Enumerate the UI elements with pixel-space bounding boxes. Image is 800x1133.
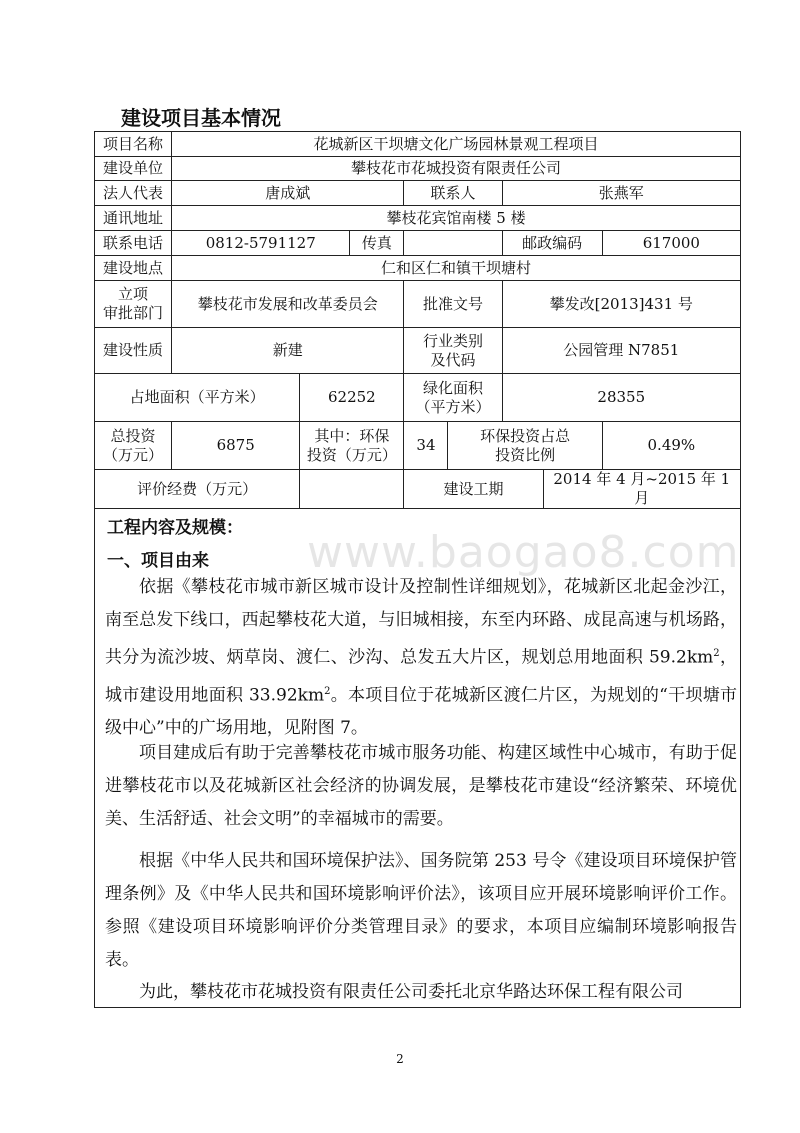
legal-rep-value: 唐成斌 — [172, 181, 404, 206]
fax-value — [404, 231, 502, 256]
area-value: 62252 — [300, 374, 404, 422]
watermark: www.baogao8.com — [307, 527, 740, 578]
section-heading: 一、项目由来 — [107, 551, 209, 571]
paragraph-2: 项目建成后有助于完善攀枝花市城市服务功能、构建区域性中心城市，有助于促进攀枝花市以及花城新区社会经济的协调发展，是攀枝花市建设“经济繁荣、环境优美、生活舒适、社会文明”的幸福城市的需要。 — [105, 743, 737, 829]
site-label: 建设地点 — [95, 256, 172, 281]
phone-label: 联系电话 — [95, 231, 172, 256]
paragraph-1: 依据《攀枝花市城市新区城市设计及控制性详细规划》，花城新区北起金沙江，南至总发下线口，西起攀枝花大道，与旧城相接，东至内环路、成昆高速与机场路，共分为流沙坡、炳草岗、渡仁、沙沟、总发五大片区，规划总用地面积 $59.2km^2$，城市建设用地面积 $33.92km^2$。本项目位于花城新区渡仁片区，为规划的“干坝塘市级中心”中的广场用地，见附图 7。 — [105, 577, 738, 739]
project-name-value: 花城新区干坝塘文化广场园林景观工程项目 — [172, 132, 741, 157]
env-invest-label: 其中：环保 投资（万元） — [300, 422, 404, 470]
period-label: 建设工期 — [404, 470, 543, 509]
period-value: 2014 年 4 月~2015 年 1 月 — [543, 470, 740, 509]
content-heading: 工程内容及规模： — [107, 518, 243, 538]
address-value: 攀枝花宾馆南楼 5 楼 — [172, 206, 741, 231]
builder-value: 攀枝花市花城投资有限责任公司 — [172, 157, 741, 181]
approval-dept-label: 立项 审批部门 — [95, 281, 172, 328]
invest-value: 6875 — [172, 422, 300, 470]
green-area-value: 28355 — [502, 374, 740, 422]
env-invest-value: 34 — [404, 422, 448, 470]
page-number: 2 — [396, 1052, 404, 1066]
env-ratio-label: 环保投资占总 投资比例 — [448, 422, 602, 470]
eval-fee-label: 评价经费（万元） — [95, 470, 300, 509]
area-label: 占地面积（平方米） — [95, 374, 300, 422]
phone-value: 0812-5791127 — [172, 231, 350, 256]
nature-label: 建设性质 — [95, 328, 172, 374]
contact-value: 张燕军 — [502, 181, 740, 206]
contact-label: 联系人 — [404, 181, 502, 206]
project-content-box — [94, 503, 741, 1008]
paragraph-4: 为此，攀枝花市花城投资有限责任公司委托北京华路达环保工程有限公司 — [139, 982, 683, 1002]
env-ratio-value: 0.49% — [602, 422, 740, 470]
industry-label: 行业类别 及代码 — [404, 328, 502, 374]
approval-no-value: 攀发改[2013]431 号 — [502, 281, 740, 328]
legal-rep-label: 法人代表 — [95, 181, 172, 206]
fax-label: 传真 — [350, 231, 404, 256]
approval-dept-value: 攀枝花市发展和改革委员会 — [172, 281, 404, 328]
project-info-table — [94, 131, 741, 509]
invest-label: 总投资 （万元） — [95, 422, 172, 470]
green-area-label: 绿化面积 （平方米） — [404, 374, 502, 422]
builder-label: 建设单位 — [95, 157, 172, 181]
paragraph-3: 根据《中华人民共和国环境保护法》、国务院第 253 号令《建设项目环境保护管理条例》及《中华人民共和国环境影响评价法》，该项目应开展环境影响评价工作。参照《建设项目环境影响评价分类管理目录》的要求，本项目应编制环境影响报告表。 — [105, 851, 737, 970]
postcode-label: 邮政编码 — [502, 231, 602, 256]
industry-value: 公园管理 N7851 — [502, 328, 740, 374]
postcode-value: 617000 — [602, 231, 740, 256]
site-value: 仁和区仁和镇干坝塘村 — [172, 256, 741, 281]
page-title: 建设项目基本情况 — [121, 106, 281, 130]
approval-no-label: 批准文号 — [404, 281, 502, 328]
nature-value: 新建 — [172, 328, 404, 374]
address-label: 通讯地址 — [95, 206, 172, 231]
project-name-label: 项目名称 — [95, 132, 172, 157]
